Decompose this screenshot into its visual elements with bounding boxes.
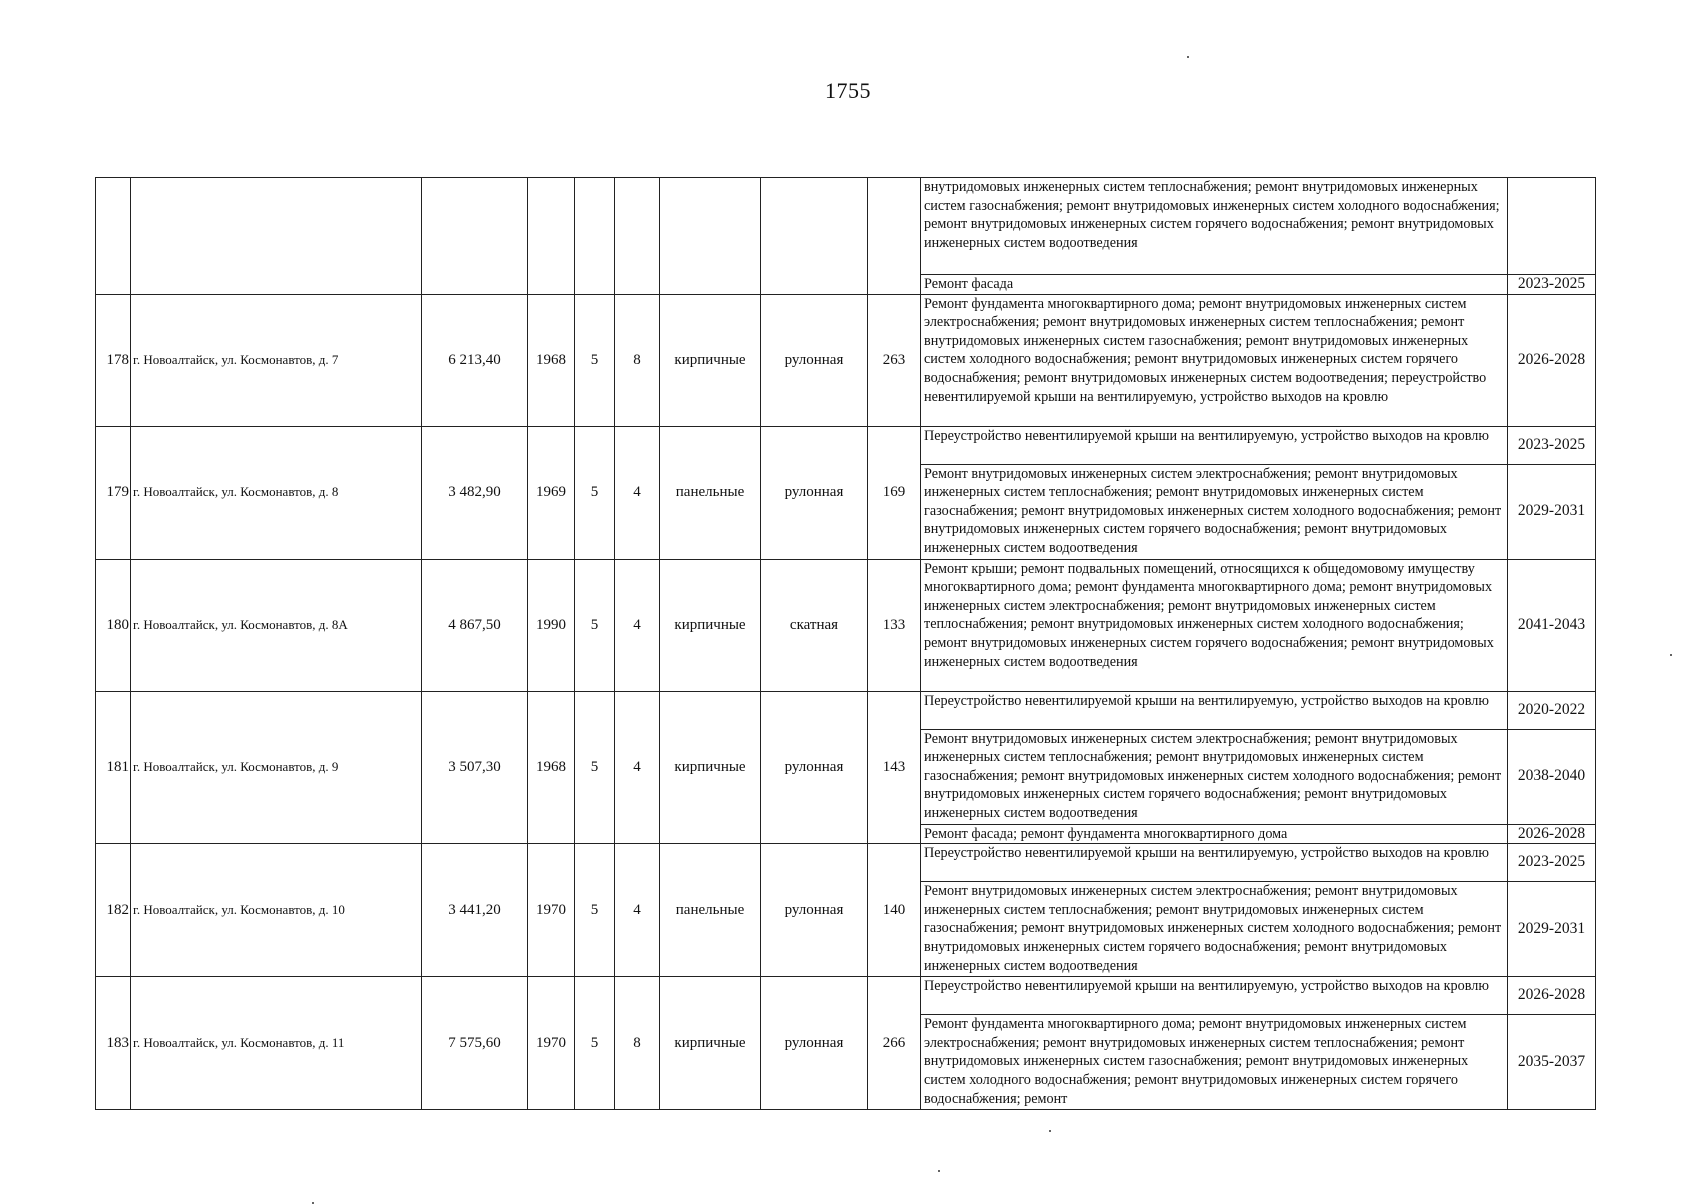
year-cell: 1970 — [528, 844, 575, 977]
entrances-cell: 8 — [615, 294, 660, 426]
scan-speck — [1187, 56, 1189, 58]
entrances-cell: 4 — [615, 559, 660, 691]
row-number: 179 — [96, 426, 131, 559]
floors-cell: 5 — [575, 294, 615, 426]
works-description-cell: внутридомовых инженерных систем теплоснабжения; ремонт внутридомовых инженерных систем газоснабжения; ремонт внутридомовых инженерных систем холодного водоснабжения; ремонт внутридомовых инженерных систем горячего водоснабжения; ремонт внутридомовых инженерных систем водоотведения — [921, 178, 1508, 275]
entrances-cell: 4 — [615, 844, 660, 977]
table-row — [96, 426, 1596, 464]
table-row — [96, 977, 1596, 1015]
address-cell — [131, 178, 422, 295]
repair-period-cell: 2029-2031 — [1508, 464, 1596, 559]
residents-cell: 140 — [868, 844, 921, 977]
floors-cell: 5 — [575, 426, 615, 559]
walls-material-cell: панельные — [660, 844, 761, 977]
scan-speck — [1670, 654, 1672, 656]
walls-material-cell: кирпичные — [660, 559, 761, 691]
entrances-cell: 8 — [615, 977, 660, 1110]
walls-material-cell: кирпичные — [660, 294, 761, 426]
year-cell: 1968 — [528, 691, 575, 844]
repair-period-cell — [1508, 178, 1596, 275]
works-description-cell: Переустройство невентилируемой крыши на вентилируемую, устройство выходов на кровлю — [921, 691, 1508, 729]
works-description-cell: Ремонт фасада; ремонт фундамента многоквартирного дома — [921, 824, 1508, 844]
walls-material-cell: кирпичные — [660, 977, 761, 1110]
roof-type-cell: рулонная — [761, 294, 868, 426]
repair-period-cell: 2026-2028 — [1508, 977, 1596, 1015]
floors-cell: 5 — [575, 977, 615, 1110]
table-row — [96, 691, 1596, 729]
works-description-cell: Переустройство невентилируемой крыши на вентилируемую, устройство выходов на кровлю — [921, 844, 1508, 882]
table-row — [96, 559, 1596, 691]
entrances-cell: 4 — [615, 426, 660, 559]
repair-period-cell: 2038-2040 — [1508, 729, 1596, 824]
entrances-cell: 4 — [615, 691, 660, 844]
walls-material-cell — [660, 178, 761, 295]
repair-period-cell: 2041-2043 — [1508, 559, 1596, 691]
scan-speck — [938, 1170, 940, 1172]
repair-period-cell: 2020-2022 — [1508, 691, 1596, 729]
roof-type-cell: рулонная — [761, 844, 868, 977]
roof-type-cell: скатная — [761, 559, 868, 691]
residents-cell: 133 — [868, 559, 921, 691]
address-cell: г. Новоалтайск, ул. Космонавтов, д. 10 — [131, 844, 422, 977]
row-number: 183 — [96, 977, 131, 1110]
roof-type-cell: рулонная — [761, 977, 868, 1110]
area-cell: 3 507,30 — [422, 691, 528, 844]
floors-cell: 5 — [575, 691, 615, 844]
works-description-cell: Ремонт фундамента многоквартирного дома; ремонт внутридомовых инженерных систем электроснабжения; ремонт внутридомовых инженерных систем теплоснабжения; ремонт внутридомовых инженерных систем газоснабжения; ремонт внутридомовых инженерных систем холодного водоснабжения; ремонт внутридомовых инженерных систем горячего водоснабжения; ремонт — [921, 1015, 1508, 1110]
floors-cell: 5 — [575, 559, 615, 691]
table-row — [96, 294, 1596, 426]
works-description-cell: Ремонт фасада — [921, 275, 1508, 295]
works-description-cell: Ремонт внутридомовых инженерных систем электроснабжения; ремонт внутридомовых инженерных систем теплоснабжения; ремонт внутридомовых инженерных систем газоснабжения; ремонт внутридомовых инженерных систем холодного водоснабжения; ремонт внутридомовых инженерных систем горячего водоснабжения; ремонт внутридомовых инженерных систем водоотведения — [921, 882, 1508, 977]
area-cell — [422, 178, 528, 295]
works-description-cell: Переустройство невентилируемой крыши на вентилируемую, устройство выходов на кровлю — [921, 977, 1508, 1015]
repair-period-cell: 2026-2028 — [1508, 824, 1596, 844]
works-description-cell: Переустройство невентилируемой крыши на вентилируемую, устройство выходов на кровлю — [921, 426, 1508, 464]
row-number — [96, 178, 131, 295]
address-cell: г. Новоалтайск, ул. Космонавтов, д. 7 — [131, 294, 422, 426]
works-description-cell: Ремонт внутридомовых инженерных систем электроснабжения; ремонт внутридомовых инженерных систем теплоснабжения; ремонт внутридомовых инженерных систем газоснабжения; ремонт внутридомовых инженерных систем холодного водоснабжения; ремонт внутридомовых инженерных систем горячего водоснабжения; ремонт внутридомовых инженерных систем водоотведения — [921, 729, 1508, 824]
residents-cell: 266 — [868, 977, 921, 1110]
year-cell — [528, 178, 575, 295]
repair-period-cell: 2023-2025 — [1508, 844, 1596, 882]
table-row — [96, 178, 1596, 275]
area-cell: 3 441,20 — [422, 844, 528, 977]
year-cell: 1968 — [528, 294, 575, 426]
table-row — [96, 844, 1596, 882]
roof-type-cell: рулонная — [761, 426, 868, 559]
walls-material-cell: кирпичные — [660, 691, 761, 844]
floors-cell: 5 — [575, 844, 615, 977]
area-cell: 7 575,60 — [422, 977, 528, 1110]
address-cell: г. Новоалтайск, ул. Космонавтов, д. 11 — [131, 977, 422, 1110]
year-cell: 1990 — [528, 559, 575, 691]
floors-cell — [575, 178, 615, 295]
row-number: 178 — [96, 294, 131, 426]
repair-period-cell: 2029-2031 — [1508, 882, 1596, 977]
address-cell: г. Новоалтайск, ул. Космонавтов, д. 8А — [131, 559, 422, 691]
year-cell: 1969 — [528, 426, 575, 559]
works-description-cell: Ремонт фундамента многоквартирного дома; ремонт внутридомовых инженерных систем электроснабжения; ремонт внутридомовых инженерных систем теплоснабжения; ремонт внутридомовых инженерных систем газоснабжения; ремонт внутридомовых инженерных систем холодного водоснабжения; ремонт внутридомовых инженерных систем горячего водоснабжения; ремонт внутридомовых инженерных систем водоотведения; переустройство невентилируемой крыши на вентилируемую, устройство выходов на кровлю — [921, 294, 1508, 426]
repair-period-cell: 2023-2025 — [1508, 275, 1596, 295]
walls-material-cell: панельные — [660, 426, 761, 559]
works-description-cell: Ремонт внутридомовых инженерных систем электроснабжения; ремонт внутридомовых инженерных систем теплоснабжения; ремонт внутридомовых инженерных систем газоснабжения; ремонт внутридомовых инженерных систем холодного водоснабжения; ремонт внутридомовых инженерных систем горячего водоснабжения; ремонт внутридомовых инженерных систем водоотведения — [921, 464, 1508, 559]
roof-type-cell — [761, 178, 868, 295]
year-cell: 1970 — [528, 977, 575, 1110]
repair-period-cell: 2026-2028 — [1508, 294, 1596, 426]
address-cell: г. Новоалтайск, ул. Космонавтов, д. 8 — [131, 426, 422, 559]
repair-period-cell: 2035-2037 — [1508, 1015, 1596, 1110]
row-number: 182 — [96, 844, 131, 977]
row-number: 181 — [96, 691, 131, 844]
roof-type-cell: рулонная — [761, 691, 868, 844]
capital-repair-table — [95, 177, 1596, 1110]
page-number: 1755 — [825, 78, 871, 103]
area-cell: 6 213,40 — [422, 294, 528, 426]
repair-period-cell: 2023-2025 — [1508, 426, 1596, 464]
residents-cell: 143 — [868, 691, 921, 844]
row-number: 180 — [96, 559, 131, 691]
scan-speck — [1049, 1130, 1051, 1132]
residents-cell — [868, 178, 921, 295]
address-cell: г. Новоалтайск, ул. Космонавтов, д. 9 — [131, 691, 422, 844]
area-cell: 4 867,50 — [422, 559, 528, 691]
area-cell: 3 482,90 — [422, 426, 528, 559]
works-description-cell: Ремонт крыши; ремонт подвальных помещений, относящихся к общедомовому имуществу многоквартирного дома; ремонт фундамента многоквартирного дома; ремонт внутридомовых инженерных систем электроснабжения; ремонт внутридомовых инженерных систем теплоснабжения; ремонт внутридомовых инженерных систем холодного водоснабжения; ремонт внутридомовых инженерных систем горячего водоснабжения; ремонт внутридомовых инженерных систем водоотведения — [921, 559, 1508, 691]
residents-cell: 263 — [868, 294, 921, 426]
residents-cell: 169 — [868, 426, 921, 559]
entrances-cell — [615, 178, 660, 295]
